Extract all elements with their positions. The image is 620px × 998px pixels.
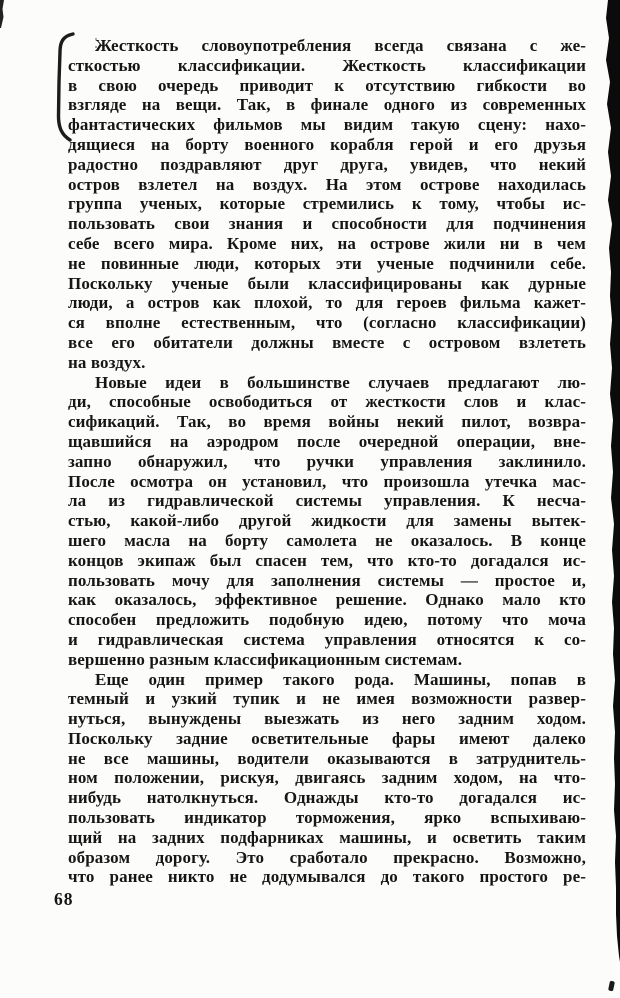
text-line: щавшийся на аэродром после очередной операции, вне- (68, 431, 586, 451)
text-line: дящиеся на борту военного корабля герой и его друзья (68, 134, 586, 154)
text-line: Еще один пример такого рода. Машины, попав в (95, 669, 586, 689)
text-line: на воздух. (68, 352, 146, 372)
text-line: ла из гидравлической системы управления. К несча- (68, 491, 586, 511)
text-line: запно обнаружил, что ручки управления заклинило. (68, 451, 586, 471)
text-line: сткостью классификации. Жесткость классификации (68, 55, 586, 75)
text-line: сификаций. Так, во время войны некий пилот, возвра- (68, 412, 586, 432)
text-line: пользовать индикатор торможения, ярко вспыхиваю- (68, 808, 586, 828)
text-line: щий на задних подфарниках машины, и осветить таким (68, 827, 586, 847)
text-line: шего масла на борту самолета не оказалось. В конце (68, 530, 586, 550)
text-line: группа ученых, которые стремились к тому, чтобы ис- (68, 194, 586, 214)
text-line: себе всего мира. Кроме них, на острове жили ни в чем (68, 233, 586, 253)
text-block (68, 36, 586, 887)
text-line: концов экипаж был спасен тем, что кто-то догадался ис- (68, 550, 586, 570)
text-line: ди, способные освободиться от жесткости слов и клас- (68, 392, 586, 412)
text-line: нибудь натолкнуться. Однажды кто-то догадался ис- (68, 788, 586, 808)
text-line: не все машины, водители оказываются в затруднитель- (68, 748, 586, 768)
paragraph (68, 36, 586, 373)
text-line: После осмотра он установил, что произошла утечка мас- (68, 471, 586, 491)
text-line: радостно поздравляют друг друга, увидев, что некий (68, 154, 586, 174)
corner-ink-speck (0, 0, 6, 30)
text-line: люди, а остров как плохой, то для героев фильма кажет- (68, 293, 586, 313)
text-line: Новые идеи в большинстве случаев предлагают лю- (95, 372, 586, 392)
text-line: как оказалось, эффективное решение. Однако мало кто (68, 590, 586, 610)
text-line: пользовать свои знания и способности для подчинения (68, 214, 586, 234)
text-line: остров взлетел на воздух. На этом острове находилась (68, 174, 586, 194)
text-line: Поскольку ученые были классифицированы как дурные (68, 273, 586, 293)
text-line: и гидравлическая система управления относятся к со- (68, 629, 586, 649)
text-line: все его обитатели должны вместе с островом взлететь (68, 332, 586, 352)
text-line: взгляде на вещи. Так, в финале одного из современных (68, 95, 586, 115)
text-line: стью, какой-либо другой жидкости для замены вытек- (68, 511, 586, 531)
text-line: Поскольку задние осветительные фары имеют далеко (68, 728, 586, 748)
paragraph (68, 670, 586, 888)
scan-edge-artifact (602, 0, 620, 998)
page-number: 68 (54, 889, 74, 909)
text-line: ном положении, рискуя, двигаясь задним ходом, на что- (68, 768, 586, 788)
text-line: Жесткость словоупотребления всегда связана с же- (95, 36, 586, 55)
text-line: фантастических фильмов мы видим такую сцену: нахо- (68, 115, 586, 135)
text-line: в свою очередь приводит к отсутствию гибкости во (68, 75, 586, 95)
text-line: ся вполне естественным, что (согласно классификации) (68, 313, 586, 333)
text-line: вершенно разным классификационным системам. (68, 649, 463, 669)
text-line: что ранее никто не додумывался до такого простого ре- (68, 867, 586, 887)
text-line: образом дорогу. Это сработало прекрасно. Возможно, (68, 847, 586, 867)
text-line: пользовать мочу для заполнения системы — простое и, (68, 570, 586, 590)
paragraph (68, 373, 586, 670)
text-line: способен предложить подобную идею, потому что моча (68, 610, 586, 630)
text-line: темный и узкий тупик и не имея возможности развер- (68, 689, 586, 709)
text-line: не повинные люди, которых эти ученые подчинили себе. (68, 253, 586, 273)
text-line: нуться, вынуждены выезжать из него задним ходом. (68, 709, 586, 729)
